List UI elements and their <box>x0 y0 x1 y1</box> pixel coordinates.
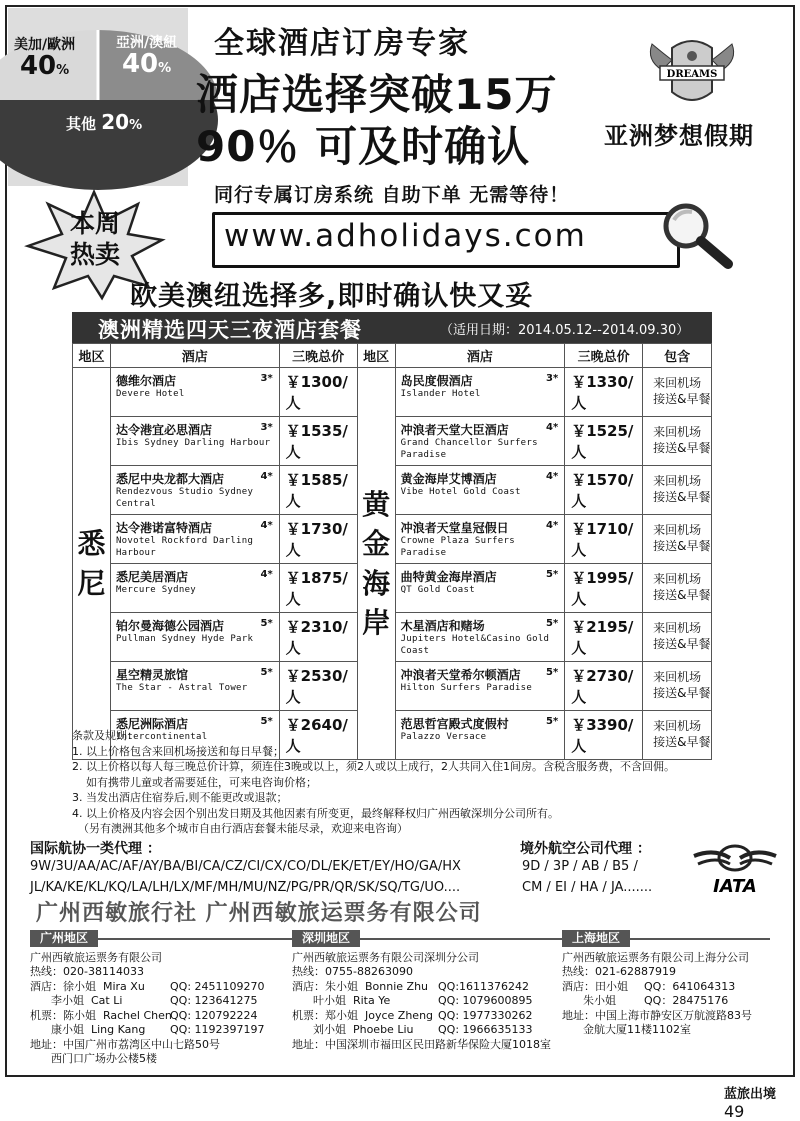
hotel-name-en: Palazzo Versace <box>400 732 487 742</box>
price-cell: ￥2730/人 <box>565 662 643 711</box>
page-footer <box>724 1083 800 1121</box>
airline-code-line: 9D / 3P / AB / B5 / <box>522 859 638 874</box>
hotel-name-cn: 德维尔酒店 <box>115 374 176 388</box>
contact-row <box>562 980 782 995</box>
region-char: 尼 <box>77 566 106 600</box>
include-line: 来回机场 <box>653 670 702 685</box>
price-cell: ￥2640/人 <box>279 711 357 760</box>
price-cell: ￥1300/人 <box>279 368 357 417</box>
hotel-name-cn: 铂尔曼海德公园酒店 <box>115 619 224 633</box>
hotel-name-en: Hilton Surfers Paradise <box>400 683 533 693</box>
foreign-agent-title: 境外航空公司代理 ： <box>520 841 651 857</box>
package-band <box>72 312 712 344</box>
hotel-cell <box>395 466 565 515</box>
office-address: 地址：中国广州市荔湾区中山七路50号 <box>30 1037 220 1051</box>
hotel-name-en: Jupiters Hotel&Casino Gold Coast <box>400 634 550 656</box>
page-number: 49 <box>724 1102 745 1121</box>
include-cell <box>643 515 712 564</box>
contact-qq[interactable]: QQ: 2451109270 <box>170 979 265 993</box>
contact-name: 酒店：徐小姐 Mira Xu <box>30 979 145 993</box>
intl-airline-codes <box>30 856 461 898</box>
slogan: 欧美澳纽选择多,即时确认快又妥 <box>130 281 534 312</box>
include-line: 来回机场 <box>653 572 702 587</box>
office-hotline: 热线：0755-88263090 <box>292 965 413 978</box>
agency-names: 广州西敏旅行社 广州西敏旅运票务有限公司 <box>36 901 482 926</box>
region-char: 岸 <box>362 605 391 639</box>
contact-qq[interactable]: QQ: 123641275 <box>170 994 258 1007</box>
hotel-star: 4* <box>546 471 559 482</box>
iata-text: IATA <box>713 876 757 897</box>
hotel-cell <box>395 368 565 417</box>
terms-title: 条款及规则： <box>72 729 138 742</box>
terms-item: 2. 以上价格以每人每三晚总价计算，须连住3晚或以上，须2人或以上成行，2人共同入住1间房。含税含服务费，不含回佣。 <box>72 760 675 773</box>
hotel-name-en: Intercontinental <box>115 732 208 742</box>
include-line: 接送&早餐 <box>653 490 711 504</box>
contact-qq[interactable]: QQ: 120792224 <box>170 1008 258 1022</box>
region-sydney <box>73 368 111 760</box>
contact-name: 酒店：朱小姐 Bonnie Zhu <box>292 979 429 993</box>
pie-label-unit: % <box>158 60 172 76</box>
col-header-include: 包含 <box>643 344 712 368</box>
col-header-hotel: 酒店 <box>395 344 565 368</box>
price-cell: ￥1525/人 <box>565 417 643 466</box>
office-hotline: 热线：020-38114033 <box>30 965 144 978</box>
office-tag: 上海地区 <box>562 930 630 947</box>
include-line: 接送&早餐 <box>653 392 711 406</box>
iata-logo-icon <box>690 842 780 897</box>
hotel-star: 3* <box>546 373 559 384</box>
booking-system-tagline: 同行专属订房系统 自助下单 无需等待！ <box>214 184 570 206</box>
price-cell: ￥2195/人 <box>565 613 643 662</box>
region-char: 金 <box>362 527 391 561</box>
hot-sale-line: 热卖 <box>69 240 120 270</box>
table-body <box>73 368 712 760</box>
headline-hotel-count: 酒店选择突破15万 <box>196 70 558 119</box>
contact-qq[interactable]: QQ: 1966635133 <box>438 1023 533 1036</box>
hotel-name-cn: 岛民度假酒店 <box>400 374 473 388</box>
contact-row <box>30 980 285 995</box>
airline-code-line: 9W/3U/AA/AC/AF/AY/BA/BI/CA/CZ/CI/CX/CO/DL/EK/ET/EY/HO/GA/HX <box>30 859 461 874</box>
hotel-cell <box>395 515 565 564</box>
hotel-star: 5* <box>546 716 559 727</box>
hotel-star: 5* <box>260 667 273 678</box>
hotel-cell <box>395 417 565 466</box>
intl-agent-title: 国际航协一类代理 ： <box>30 841 161 857</box>
contact-name: 机票：陈小姐 Rachel Chen <box>30 1008 172 1022</box>
contact-qq[interactable]: QQ：28475176 <box>644 994 729 1007</box>
hotel-star: 5* <box>546 618 559 629</box>
pie-label-americas-europe <box>14 38 75 80</box>
office-company: 广州西敏旅运票务有限公司上海分公司 <box>562 950 749 964</box>
terms-item: 3. 当发出酒店住宿券后,则不能更改或退款； <box>72 791 288 804</box>
col-header-hotel: 酒店 <box>110 344 279 368</box>
office-company: 广州西敏旅运票务有限公司深圳分公司 <box>292 950 479 964</box>
office-hotline: 热线：021-62887919 <box>562 965 676 978</box>
office-guangzhou <box>30 930 285 1067</box>
contact-name: 康小姐 Ling Kang <box>30 1023 146 1036</box>
contact-name: 李小姐 Cat Li <box>30 994 123 1007</box>
headline-expert: 全球酒店订房专家 <box>214 26 470 61</box>
contact-qq[interactable]: QQ: 1079600895 <box>438 994 533 1007</box>
pie-label-asia-oceania <box>116 36 177 78</box>
pie-label-pct: 40 <box>121 48 159 79</box>
office-address: 西门口广场办公楼5楼 <box>30 1052 157 1065</box>
hotel-cell <box>395 564 565 613</box>
price-cell: ￥1570/人 <box>565 466 643 515</box>
col-header-price: 三晚总价 <box>565 344 643 368</box>
contact-row <box>30 1023 285 1038</box>
include-cell <box>643 662 712 711</box>
include-line: 接送&早餐 <box>653 637 711 651</box>
hotel-name-en: Islander Hotel <box>400 389 481 399</box>
terms-section <box>72 728 772 837</box>
hotel-name-cn: 木星酒店和赌场 <box>400 619 485 633</box>
pie-label-pct: 40 <box>19 50 57 81</box>
pie-label-pct: 20 <box>101 110 130 134</box>
include-line: 接送&早餐 <box>653 588 711 602</box>
hotel-name-cn: 曲特黄金海岸酒店 <box>400 570 497 584</box>
hotel-name-cn: 冲浪者天堂希尔顿酒店 <box>400 668 521 682</box>
hotel-name-en: Rendezvous Studio Sydney Central <box>115 487 254 509</box>
office-company: 广州西敏旅运票务有限公司 <box>30 950 162 964</box>
office-address: 地址：中国上海市静安区万航渡路83号 <box>562 1008 752 1022</box>
package-title: 澳洲精选四天三夜酒店套餐 <box>98 318 362 342</box>
col-header-price: 三晚总价 <box>279 344 357 368</box>
contact-qq[interactable]: QQ: 1192397197 <box>170 1023 265 1036</box>
hotel-name-cn: 悉尼美居酒店 <box>115 570 188 584</box>
price-cell: ￥1995/人 <box>565 564 643 613</box>
hot-sale-line: 本周 <box>69 209 120 238</box>
dreams-logo-icon <box>642 30 742 112</box>
hotel-cell <box>110 466 279 515</box>
pie-label-name: 亞洲/澳紐 <box>116 35 178 51</box>
contact-qq[interactable]: QQ:1611376242 <box>438 979 530 993</box>
hotel-name-en: Pullman Sydney Hyde Park <box>115 634 254 644</box>
price-cell: ￥3390/人 <box>565 711 643 760</box>
hotel-name-en: Devere Hotel <box>115 389 185 399</box>
contact-row <box>30 1009 285 1024</box>
hotel-star: 4* <box>546 520 559 531</box>
foreign-airline-codes <box>522 856 652 898</box>
hotel-name-cn: 冲浪者天堂大臣酒店 <box>400 423 509 437</box>
include-cell <box>643 613 712 662</box>
contact-row <box>292 994 554 1009</box>
price-cell: ￥2310/人 <box>279 613 357 662</box>
include-line: 来回机场 <box>653 523 702 538</box>
include-cell <box>643 417 712 466</box>
office-address: 地址：中国深圳市福田区民田路新华保险大厦1018室 <box>292 1037 551 1051</box>
contact-name: 酒店：田小姐 <box>562 979 628 993</box>
region-char: 悉 <box>77 527 106 561</box>
pie-label-unit: % <box>129 118 143 133</box>
airline-code-line: JL/KA/KE/KL/KQ/LA/LH/LX/MF/MH/MU/NZ/PG/PR/QR/SK/SQ/TG/UO.... <box>30 880 461 895</box>
hotel-star: 5* <box>546 569 559 580</box>
logo-text: DREAMS <box>666 69 718 80</box>
hotel-star: 5* <box>260 618 273 629</box>
hotel-name-cn: 达令港诺富特酒店 <box>115 521 212 535</box>
pie-label-name: 其他 <box>66 115 97 133</box>
include-line: 接送&早餐 <box>653 735 711 749</box>
hotel-star: 4* <box>260 569 273 580</box>
include-line: 接送&早餐 <box>653 686 711 700</box>
include-line: 来回机场 <box>653 425 702 440</box>
hotel-cell <box>110 662 279 711</box>
hotel-star: 5* <box>260 716 273 727</box>
pie-label-other <box>66 112 142 133</box>
price-cell: ￥1710/人 <box>565 515 643 564</box>
col-header-region: 地区 <box>357 344 395 368</box>
hotel-cell <box>395 613 565 662</box>
include-line: 来回机场 <box>653 376 702 391</box>
hotel-cell <box>110 417 279 466</box>
hotel-name-en: Vibe Hotel Gold Coast <box>400 487 521 497</box>
hotel-name-cn: 悉尼中央龙都大酒店 <box>115 472 224 486</box>
hotel-star: 4* <box>260 471 273 482</box>
office-tag: 深圳地区 <box>292 930 360 947</box>
market-share-pie <box>8 8 188 186</box>
hotel-cell <box>395 662 565 711</box>
hotel-name-cn: 范思哲宫殿式度假村 <box>400 717 509 731</box>
magnifier-icon <box>656 200 736 270</box>
hotel-name-cn: 悉尼洲际酒店 <box>115 717 188 731</box>
include-line: 接送&早餐 <box>653 441 711 455</box>
contact-row <box>292 1023 554 1038</box>
table-row <box>73 368 712 417</box>
hotel-cell <box>110 564 279 613</box>
contact-row <box>562 994 782 1009</box>
contact-row <box>30 994 285 1009</box>
contact-qq[interactable]: QQ: 1977330262 <box>438 1008 533 1022</box>
contact-name: 叶小姐 Rita Ye <box>292 994 391 1007</box>
hotel-star: 5* <box>546 667 559 678</box>
col-header-region: 地区 <box>73 344 111 368</box>
brand-name: 亚洲梦想假期 <box>604 122 754 150</box>
hotel-name-en: Ibis Sydney Darling Harbour <box>115 438 271 448</box>
hotel-name-en: The Star - Astral Tower <box>115 683 248 693</box>
hotel-name-en: Grand Chancellor Surfers Paradise <box>400 438 538 460</box>
hotel-name-en: Novotel Rockford Darling Harbour <box>115 536 254 558</box>
hotel-name-en: QT Gold Coast <box>400 585 475 595</box>
publication-name: 蓝旅出境 <box>724 1087 777 1102</box>
airline-code-line: CM / EI / HA / JA....... <box>522 880 653 895</box>
include-line: 接送&早餐 <box>653 539 711 553</box>
price-cell: ￥1330/人 <box>565 368 643 417</box>
terms-item: （另有澳洲其他多个城市自由行酒店套餐未能尽录，欢迎来电咨询） <box>78 822 408 835</box>
contact-name: 刘小姐 Phoebe Liu <box>292 1023 414 1036</box>
package-dates: （适用日期：2014.05.12--2014.09.30） <box>440 323 690 338</box>
hotel-cell <box>110 515 279 564</box>
hotel-star: 4* <box>260 520 273 531</box>
hotel-name-en: Mercure Sydney <box>115 585 197 595</box>
office-tag: 广州地区 <box>30 930 98 947</box>
price-cell: ￥1585/人 <box>279 466 357 515</box>
include-cell <box>643 466 712 515</box>
hotel-name-en: Crowne Plaza Surfers Paradise <box>400 536 515 558</box>
include-cell <box>643 368 712 417</box>
website-url[interactable]: www.adholidays.com <box>224 218 587 254</box>
table-header-row <box>73 344 712 368</box>
hotel-star: 3* <box>260 373 273 384</box>
hotel-star: 4* <box>546 422 559 433</box>
region-char: 黄 <box>362 488 391 522</box>
headline-confirm-rate: 90％ 可及时确认 <box>196 122 531 171</box>
terms-item: 4. 以上价格及内容会因个别出发日期及其他因素有所变更，最终解释权归广州西敏深圳分公司所有。 <box>72 806 559 820</box>
pie-label-name: 美加/歐洲 <box>14 37 76 53</box>
contact-row <box>292 1009 554 1024</box>
include-line: 来回机场 <box>653 621 702 636</box>
price-cell: ￥1535/人 <box>279 417 357 466</box>
terms-item: 如有携带儿童或者需要延住，可来电咨询价格； <box>72 775 317 789</box>
contact-row <box>292 980 554 995</box>
terms-item: 1. 以上价格包含来回机场接送和每日早餐； <box>72 744 284 758</box>
contact-qq[interactable]: QQ：641064313 <box>644 979 736 993</box>
office-shanghai <box>562 930 782 1038</box>
hot-sale-badge <box>50 208 140 271</box>
hotel-star: 3* <box>260 422 273 433</box>
price-cell: ￥1730/人 <box>279 515 357 564</box>
include-line: 来回机场 <box>653 474 702 489</box>
hotel-name-cn: 黄金海岸艾博酒店 <box>400 472 497 486</box>
region-char: 海 <box>362 566 391 600</box>
include-line: 来回机场 <box>653 719 702 734</box>
region-gold-coast <box>357 368 395 760</box>
price-cell: ￥2530/人 <box>279 662 357 711</box>
office-shenzhen <box>292 930 554 1052</box>
hotel-price-table <box>72 343 712 760</box>
hotel-cell <box>110 613 279 662</box>
include-cell <box>643 564 712 613</box>
hotel-name-cn: 达令港宜必思酒店 <box>115 423 212 437</box>
office-address: 金航大厦11楼1102室 <box>562 1023 691 1036</box>
price-cell: ￥1875/人 <box>279 564 357 613</box>
contact-name: 朱小姐 <box>562 994 616 1007</box>
hotel-name-cn: 冲浪者天堂皇冠假日 <box>400 521 509 535</box>
contact-name: 机票：郑小姐 Joyce Zheng <box>292 1008 434 1022</box>
pie-label-unit: % <box>56 62 70 78</box>
hotel-cell <box>110 368 279 417</box>
hotel-name-cn: 星空精灵旅馆 <box>115 668 188 682</box>
